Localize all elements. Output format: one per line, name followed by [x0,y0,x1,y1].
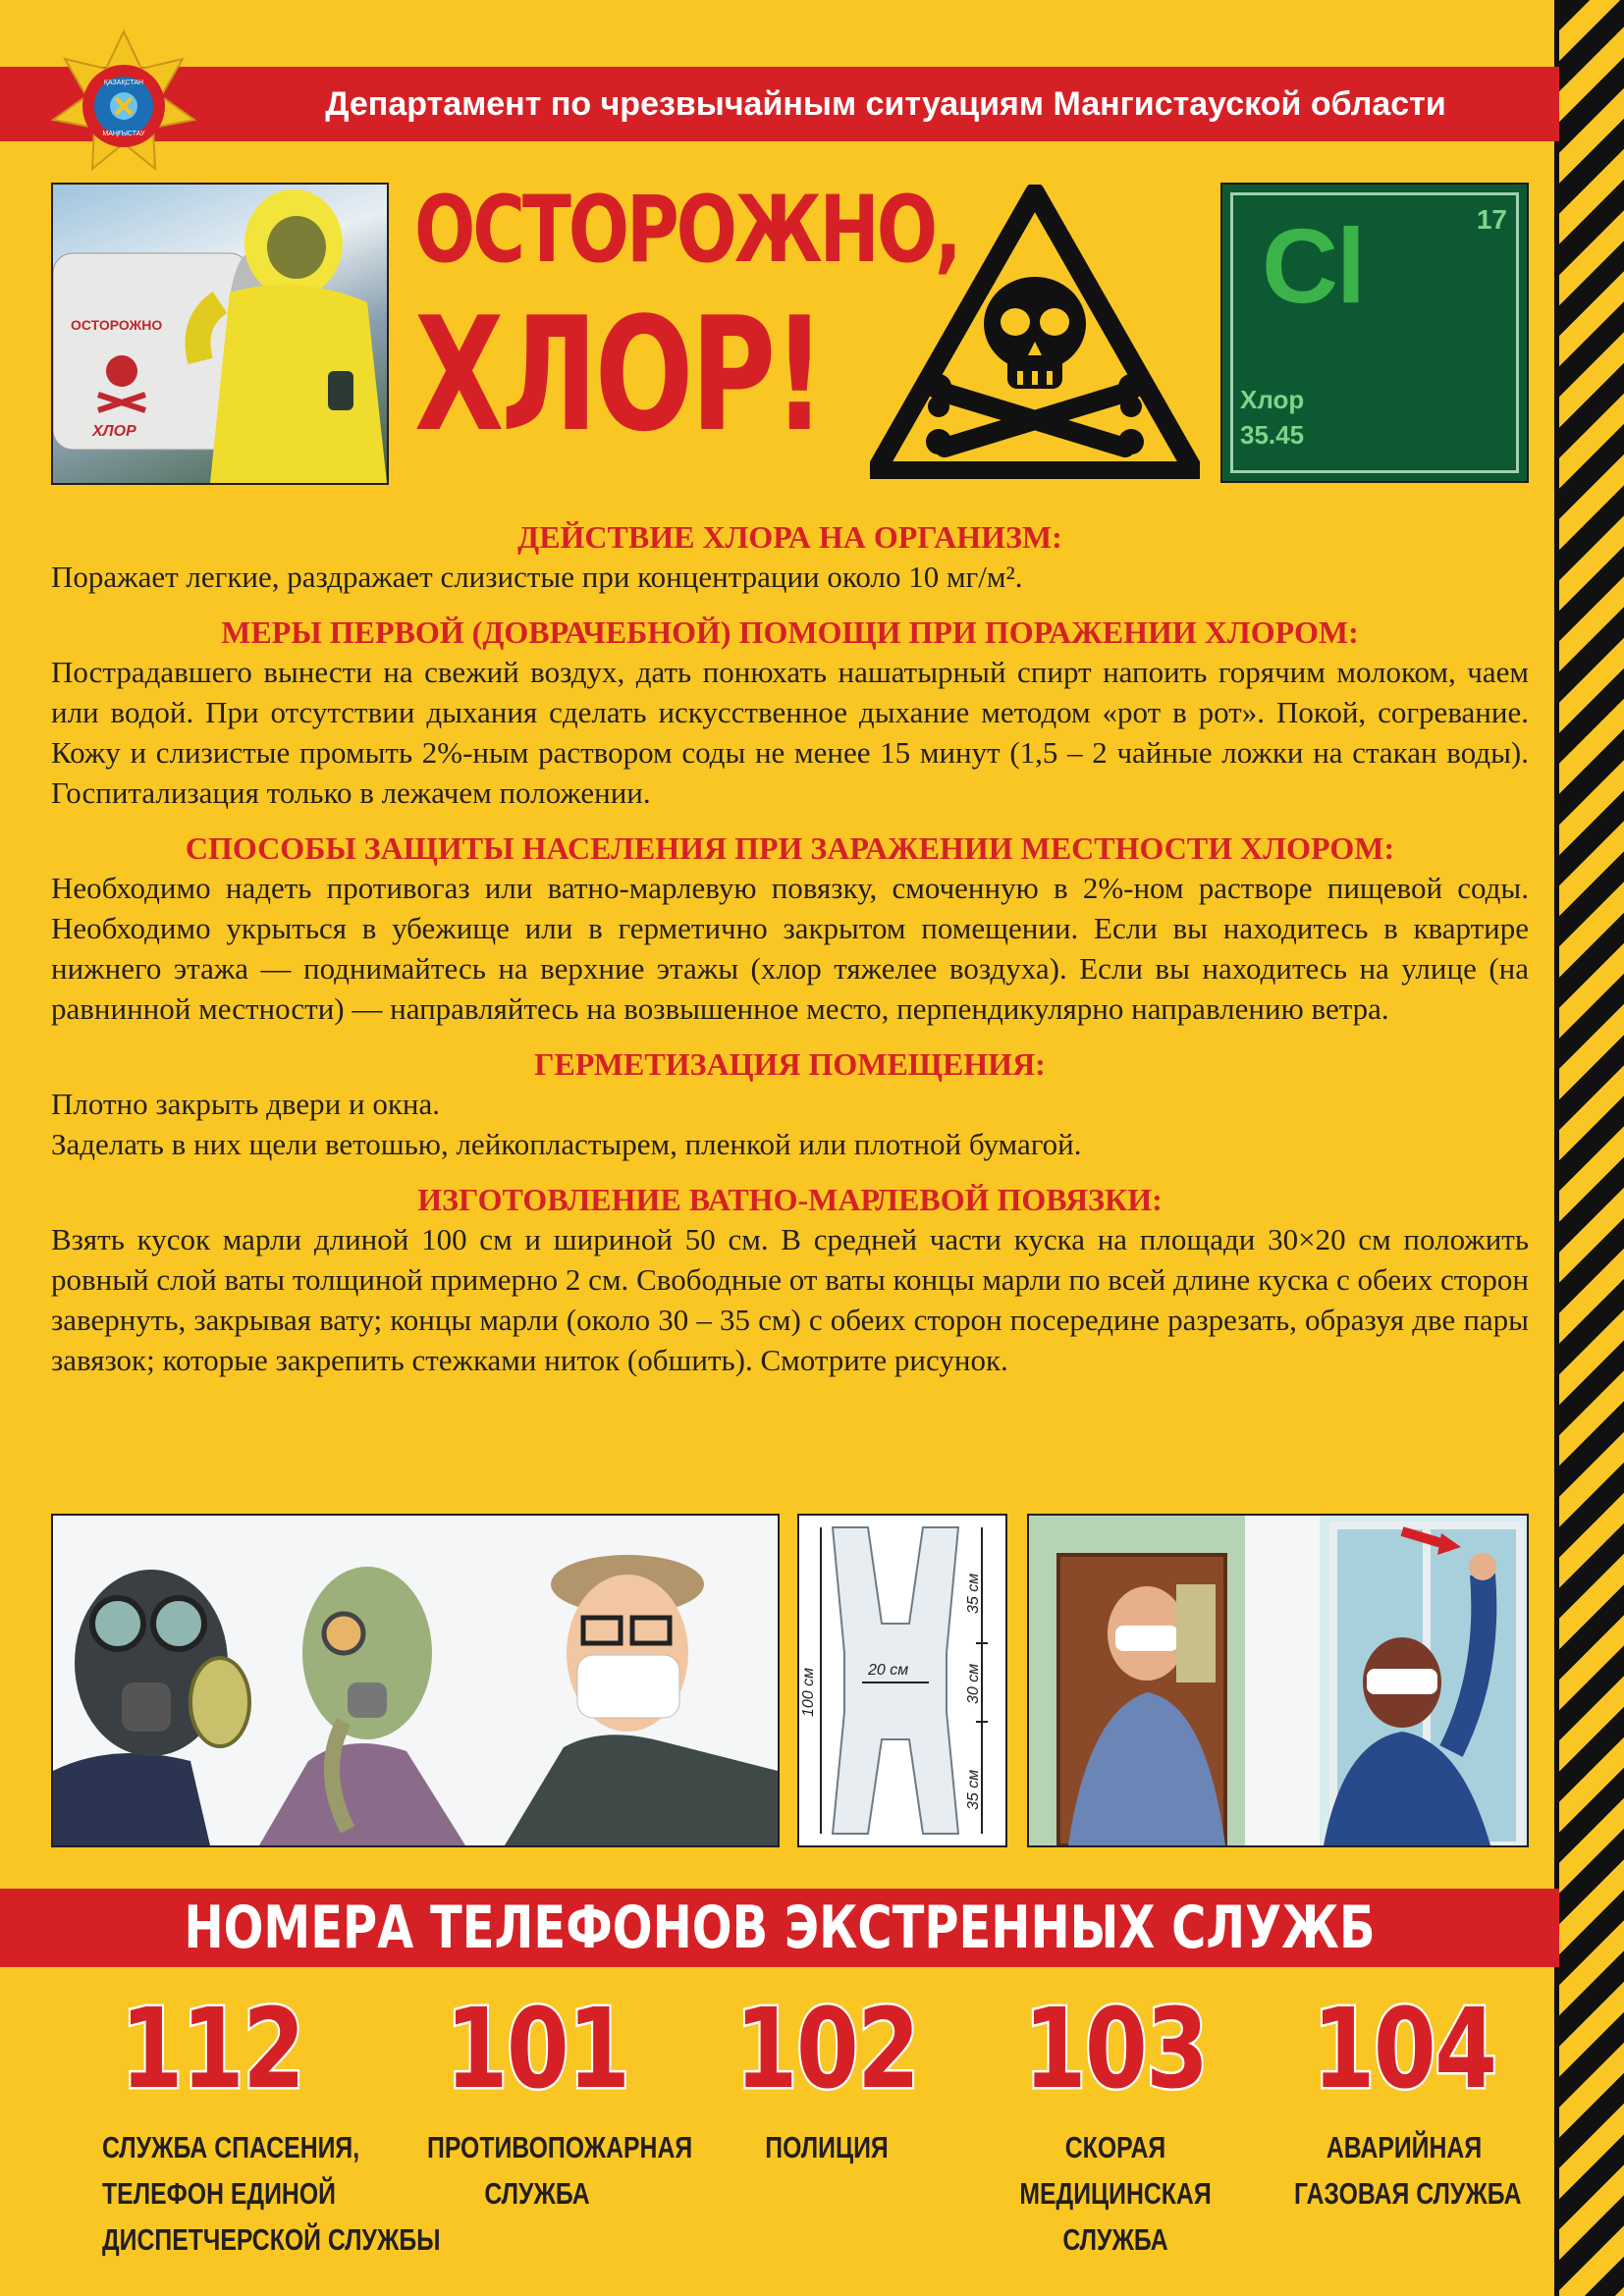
phone-label-line: СЛУЖБА [1062,2221,1168,2257]
phone-label-line: СЛУЖБА СПАСЕНИЯ, [102,2129,360,2164]
phone-label-line: ГАЗОВАЯ СЛУЖБА [1294,2175,1522,2211]
section-heading-protection: СПОСОБЫ ЗАЩИТЫ НАСЕЛЕНИЯ ПРИ ЗАРАЖЕНИИ МЕСТНОСТИ ХЛОРОМ: [185,830,1395,866]
phone-label-line: ПРОТИВОПОЖАРНАЯ [427,2129,693,2164]
emblem-ring-top: ҚАЗАҚСТАН [103,80,144,86]
tank-label-2: ХЛОР [92,423,136,440]
element-number: 17 [1476,204,1507,235]
section-heading-bandage: ИЗГОТОВЛЕНИЕ ВАТНО-МАРЛЕВОЙ ПОВЯЗКИ: [417,1182,1163,1217]
phone-label-line: ТЕЛЕФОН ЕДИНОЙ [102,2175,336,2211]
phone-item-103 [978,1986,1253,2263]
diagram-length-label: 100 см [800,1667,817,1717]
section-heading-first-aid: МЕРЫ ПЕРВОЙ (ДОВРАЧЕБНОЙ) ПОМОЩИ ПРИ ПОРАЖЕНИИ ХЛОРОМ: [221,614,1359,650]
element-mass: 35.45 [1240,420,1305,450]
gas-mask-illustration [51,1514,780,1847]
element-name: Хлор [1240,385,1305,414]
element-symbol: Cl [1262,206,1364,325]
phone-item-112 [75,1986,441,2263]
phone-number: 102 [734,1986,919,2113]
phone-label-line: ПОЛИЦИЯ [765,2129,889,2164]
department-title: Департамент по чрезвычайным ситуациям Мангистауской области [325,85,1446,123]
warning-title-line1: ОСТОРОЖНО, [414,177,959,284]
phones-title: НОМЕРА ТЕЛЕФОНОВ ЭКСТРЕННЫХ СЛУЖБ [184,1894,1376,1962]
diagram-top-segment-label: 35 см [965,1573,982,1614]
phone-label-line: ДИСПЕТЧЕРСКОЙ СЛУЖБЫ [102,2221,441,2257]
bandage-diagram [797,1514,1007,1847]
phone-label-line: АВАРИЙНАЯ [1326,2129,1483,2164]
section-heading-effects: ДЕЙСТВИЕ ХЛОРА НА ОРГАНИЗМ: [517,519,1062,555]
warning-title-line2: ХЛОР! [414,283,824,466]
phone-item-104 [1267,1986,1542,2216]
emblem-ring-bottom: МАҢҒЫСТАУ [102,131,145,137]
section-text-protection: Необходимо надеть противогаз или ватно-марлевую повязку, смоченную в 2%-ном растворе пищевой соды. Необходимо укрыться в убежище или в герметично закрытом помещении. Если вы находитесь в квартире нижнего этажа — поднимайтесь на верхние этажы (хлор тяжелее воздуха). Если вы находитесь на улице (на равнинной местности) — направляйтесь на возвышенное место, перпендикулярно направлению ветра. [51,871,1529,1026]
section-heading-sealing: ГЕРМЕТИЗАЦИЯ ПОМЕЩЕНИЯ: [534,1046,1046,1082]
hazmat-worker-photo [51,183,389,485]
phone-label-line: СКОРАЯ [1064,2129,1166,2164]
diagram-mid-segment-label: 30 см [965,1663,982,1704]
phone-number: 103 [1023,1986,1208,2113]
skull-warning-icon [870,185,1200,479]
section-text-bandage: Взять кусок марли длиной 100 см и шириной 50 см. В средней части куска на площади 30×20 см положить ровный слой ваты толщиной примерно 2 см. Свободные от ваты концы марли по всей длине куска с обеих сторон завернуть, закрывая вату; концы марли (около 30 – 35 см) с обеих сторон посередине разрезать, образуя две пары завязок; которые закрепить стежками ниток (обшить). Смотрите рисунок. [51,1222,1529,1377]
phone-label-line: СЛУЖБА [484,2175,590,2211]
phones-band [0,1889,1559,1967]
phone-number: 104 [1312,1986,1496,2113]
section-text-effects: Поражает легкие, раздражает слизистые при концентрации около 10 мг/м². [51,560,1023,594]
phone-item-101 [400,1986,693,2216]
hazard-stripe-border [1559,0,1624,2296]
chlorine-element-tile [1220,183,1529,483]
diagram-width-label: 20 см [868,1662,909,1679]
tank-label: ОСТОРОЖНО [71,317,163,333]
phone-label-line: МЕДИЦИНСКАЯ [1019,2175,1212,2211]
instructions-body [51,517,1529,1380]
diagram-bottom-segment-label: 35 см [965,1769,982,1810]
section-text-sealing-2: Заделать в них щели ветошью, лейкопластырем, пленкой или плотной бумагой. [51,1127,1082,1161]
phone-item-102 [689,1986,964,2170]
phone-number: 101 [445,1986,629,2113]
section-text-first-aid: Пострадавшего вынести на свежий воздух, дать понюхать нашатырный спирт напоить горячим молоком, чаем или водой. При отсутствии дыхания сделать искусственное дыхание методом «рот в рот». Покой, согревание. Кожу и слизистые промыть 2%-ным раствором соды не менее 15 минут (1,5 – 2 чайные ложки на стакан воды). Госпитализация только в лежачем положении. [51,655,1529,810]
room-sealing-illustration [1027,1514,1529,1847]
section-text-sealing-1: Плотно закрыть двери и окна. [51,1087,440,1121]
phone-number: 112 [120,1986,304,2113]
emergency-emblem [51,29,196,175]
